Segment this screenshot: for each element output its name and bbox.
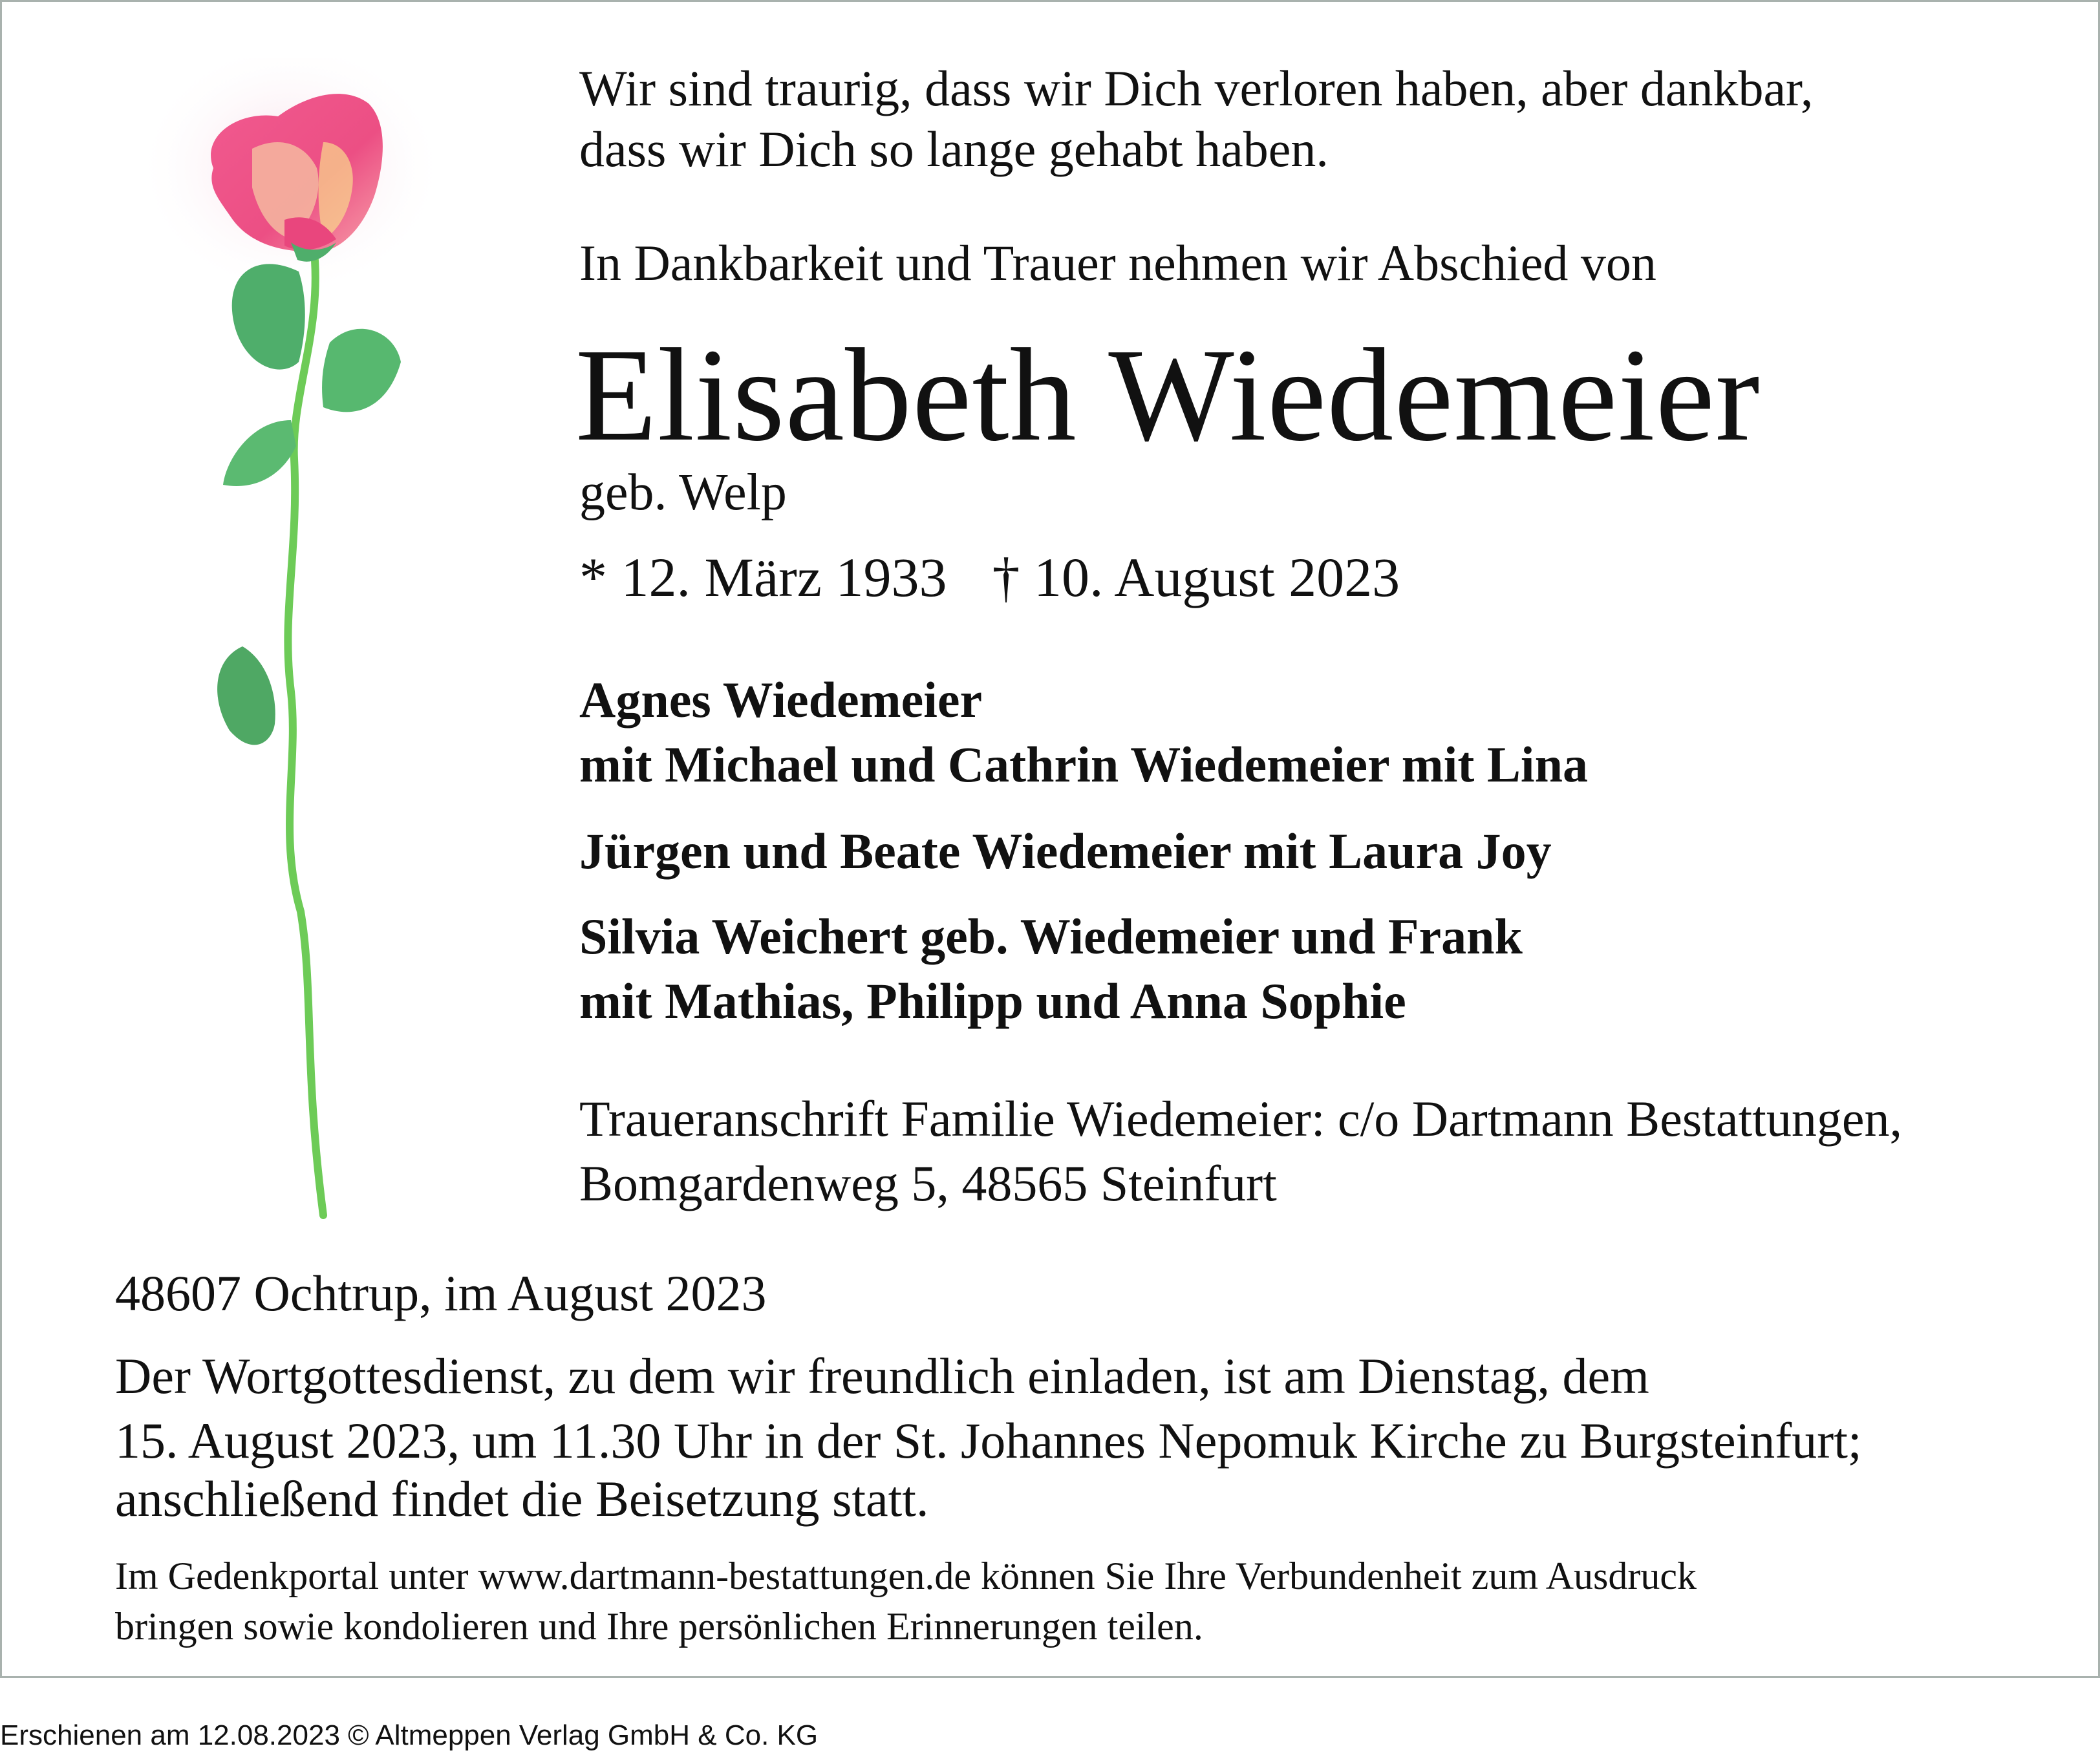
address-line-2: Bomgardenweg 5, 48565 Steinfurt	[579, 1155, 1277, 1211]
life-dates	[579, 546, 1400, 608]
family-group-1-line-1: Agnes Wiedemeier	[579, 672, 983, 728]
address-line-1: Traueranschrift Familie Wiedemeier: c/o Dartmann Bestattungen,	[579, 1090, 1902, 1147]
birth-name: geb. Welp	[579, 464, 787, 521]
service-line-2: 15. August 2023, um 11.30 Uhr in der St. Johannes Nepomuk Kirche zu Burgsteinfurt;	[115, 1412, 1862, 1469]
family-group-3-line-1: Silvia Weichert geb. Wiedemeier und Frank	[579, 908, 1523, 964]
publication-footer: Erschienen am 12.08.2023 © Altmeppen Verlag GmbH & Co. KG	[0, 1719, 819, 1751]
quote-line-1: Wir sind traurig, dass wir Dich verloren haben, aber dankbar,	[579, 60, 1814, 116]
death-date: † 10. August 2023	[992, 546, 1400, 608]
service-line-1: Der Wortgottesdienst, zu dem wir freundlich einladen, ist am Dienstag, dem	[115, 1348, 1649, 1404]
quote-line-2: dass wir Dich so lange gehabt haben.	[579, 121, 1329, 177]
service-line-3: anschließend findet die Beisetzung statt.	[115, 1471, 929, 1527]
family-group-2-line-1: Jürgen und Beate Wiedemeier mit Laura Joy	[579, 823, 1552, 879]
family-group-3-line-2: mit Mathias, Philipp und Anna Sophie	[579, 973, 1406, 1029]
place-date: 48607 Ochtrup, im August 2023	[115, 1265, 767, 1321]
rose-icon	[129, 58, 466, 1222]
family-group-1-line-2: mit Michael und Cathrin Wiedemeier mit Lina	[579, 736, 1588, 792]
intro-text: In Dankbarkeit und Trauer nehmen wir Abschied von	[579, 235, 1656, 291]
portal-line-1: Im Gedenkportal unter www.dartmann-bestattungen.de können Sie Ihre Verbundenheit zum Ausdruck	[115, 1555, 1697, 1597]
deceased-name: Elisabeth Wiedemeier	[575, 321, 1761, 469]
portal-line-2: bringen sowie kondolieren und Ihre persönlichen Erinnerungen teilen.	[115, 1605, 1203, 1648]
birth-date: * 12. März 1933	[579, 546, 947, 608]
